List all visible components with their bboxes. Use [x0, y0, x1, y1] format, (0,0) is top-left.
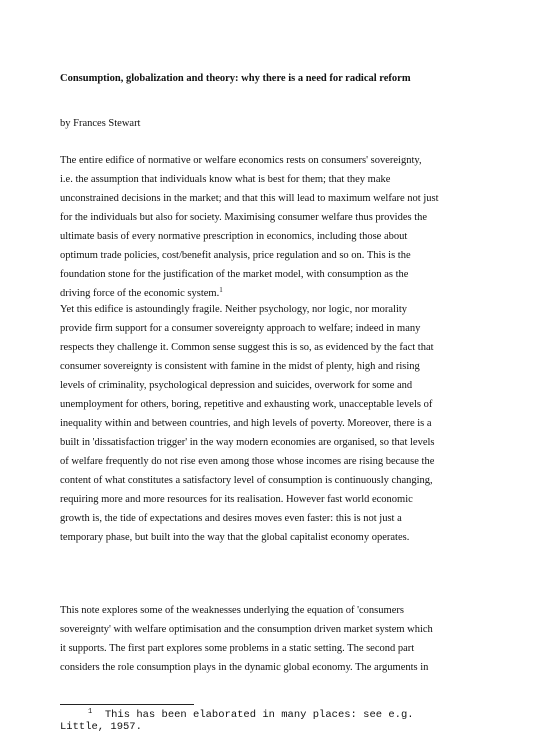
paragraph-line: growth is, the tide of expectations and desires moves even faster: this is not just a — [60, 513, 402, 524]
paragraph-line: The entire edifice of normative or welfare economics rests on consumers' sovereignty, — [60, 155, 422, 166]
paragraph-line: content of what constitutes a satisfactory level of consumption is continuously changing, — [60, 475, 433, 486]
paragraph-line: provide firm support for a consumer sovereignty approach to welfare; indeed in many — [60, 323, 421, 334]
paragraph-line: driving force of the economic system. — [60, 288, 220, 299]
paragraph-line: i.e. the assumption that individuals know what is best for them; that they make — [60, 174, 391, 185]
footnote-line — [60, 709, 500, 721]
footnote — [60, 709, 500, 733]
paragraph-2 — [60, 300, 500, 547]
paragraph-line: it supports. The first part explores some problems in a static setting. The second part — [60, 643, 415, 654]
paragraph-3 — [60, 601, 500, 677]
paragraph-line: temporary phase, but built into the way that the global capitalist economy operates. — [60, 532, 410, 543]
footnote-marker: 1 — [88, 708, 93, 716]
paragraph-line: considers the role consumption plays in the dynamic global economy. The arguments in — [60, 662, 429, 673]
document-author: by Frances Stewart — [60, 118, 141, 129]
paragraph-line: This note explores some of the weaknesses underlying the equation of 'consumers — [60, 605, 404, 616]
paragraph-line: for the individuals but also for society. Maximising consumer welfare thus provides the — [60, 212, 428, 223]
paragraph-line: inequality within and between countries, and high levels of poverty. Moreover, there is a — [60, 418, 432, 429]
footnote-separator — [60, 704, 194, 705]
paragraph-line: ultimate basis of every normative prescription in economics, including those about — [60, 231, 408, 242]
paragraph-line: levels of criminality, psychological depression and suicides, overwork for some and — [60, 380, 413, 391]
document-title: Consumption, globalization and theory: why there is a need for radical reform — [60, 73, 411, 84]
footnote-line: Little, 1957. — [60, 721, 142, 733]
paragraph-line: unemployment for others, boring, repetitive and exhausting work, unacceptable levels of — [60, 399, 433, 410]
paragraph-line: sovereignty' with welfare optimisation and the consumption driven market system which — [60, 624, 433, 635]
paragraph-1 — [60, 151, 500, 303]
paragraph-line: consumer sovereignty is consistent with famine in the midst of plenty, high and rising — [60, 361, 420, 372]
paragraph-line: built in 'dissatisfaction trigger' in the way modern economies are organised, so that levels — [60, 437, 435, 448]
paragraph-line: respects they challenge it. Common sense suggest this is so, as evidenced by the fact that — [60, 342, 434, 353]
paragraph-line: optimum trade policies, cost/benefit analysis, price regulation and so on. This is the — [60, 250, 411, 261]
footnote-reference[interactable]: 1 — [219, 286, 223, 294]
paragraph-line: Yet this edifice is astoundingly fragile. Neither psychology, nor logic, nor morality — [60, 304, 408, 315]
paragraph-line: of welfare frequently do not rise even among those whose incomes are rising because the — [60, 456, 435, 467]
paragraph-line: requiring more and more resources for its realisation. However fast world economic — [60, 494, 413, 505]
footnote-text: This has been elaborated in many places: see e.g. — [104, 709, 414, 721]
paragraph-line: foundation stone for the justification of the market model, with consumption as the — [60, 269, 409, 280]
paragraph-line: unconstrained decisions in the market; and that this will lead to maximum welfare not just — [60, 193, 439, 204]
